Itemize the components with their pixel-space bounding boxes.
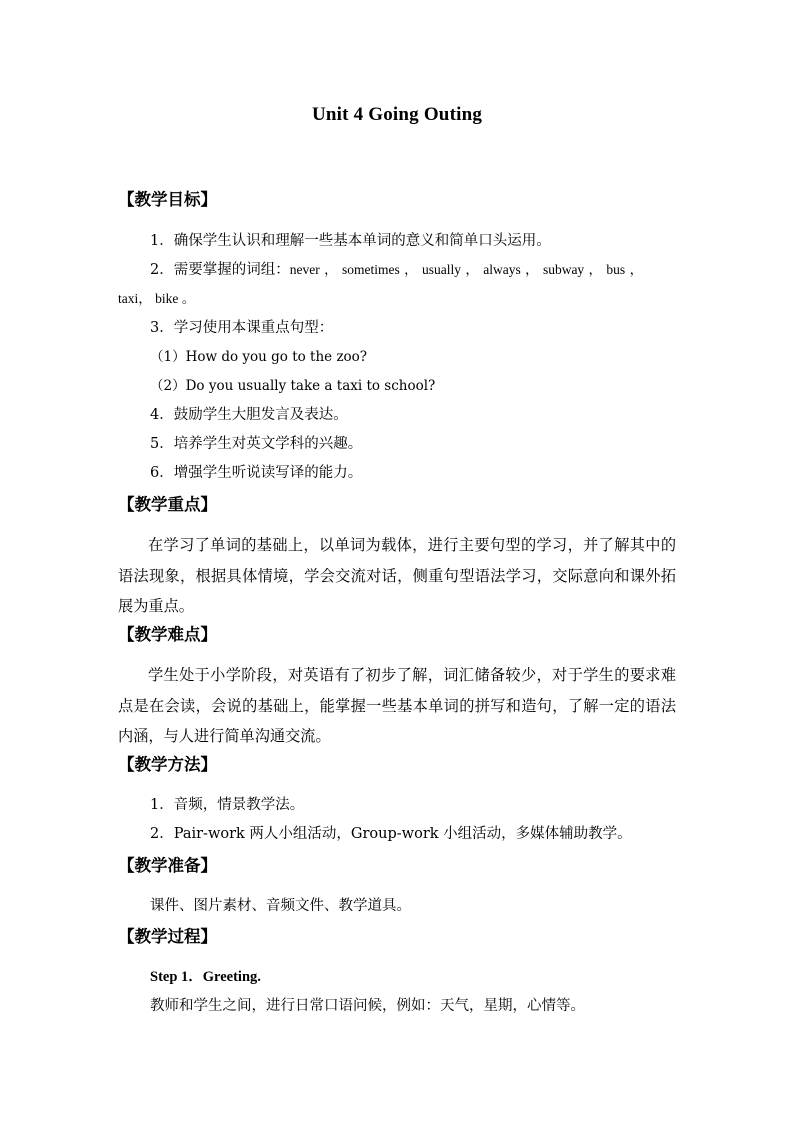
objective-item-1: 1．确保学生认识和理解一些基本单词的意义和简单口头运用。 [150, 233, 551, 249]
objective-item-2-prefix: 2．需要掌握的词组： [150, 262, 290, 278]
preparation-heading: 【教学准备】 [118, 856, 217, 875]
step-1-title: Step 1．Greeting. [150, 969, 261, 985]
objective-item-3: 3．学习使用本课重点句型： [150, 320, 334, 336]
objective-item-4: 4．鼓励学生大胆发言及表达。 [150, 407, 348, 423]
objective-item-2 [150, 260, 643, 280]
step-1-text: 教师和学生之间，进行日常口语问候，例如：天气，星期，心情等。 [150, 998, 585, 1014]
methods-heading: 【教学方法】 [118, 755, 217, 774]
objective-item-2-words: never ， sometimes ， usually ， always ， subway ， bus ， [289, 262, 644, 277]
method-item-2: 2．Pair-work 两人小组活动，Group-work 小组活动，多媒体辅助教学。 [150, 826, 632, 842]
preparation-text: 课件、图片素材、音频文件、教学道具。 [150, 898, 411, 914]
objectives-heading: 【教学目标】 [118, 190, 217, 209]
key-points-heading: 【教学重点】 [118, 495, 217, 514]
objective-item-5: 5．培养学生对英文学科的兴趣。 [150, 436, 363, 452]
key-points-paragraph: 在学习了单词的基础上，以单词为载体，进行主要句型的学习，并了解其中的语法现象，根据具体情境，学会交流对话，侧重句型语法学习，交际意向和课外拓展为重点。 [118, 536, 676, 615]
process-heading: 【教学过程】 [118, 927, 217, 946]
method-item-1: 1．音频，情景教学法。 [150, 797, 305, 813]
document-title: Unit 4 Going Outing [311, 104, 483, 125]
difficulties-heading: 【教学难点】 [118, 625, 217, 644]
objective-item-6: 6．增强学生听说读写译的能力。 [150, 465, 363, 481]
objective-item-3-sentence-1: （1）How do you go to the zoo? [150, 349, 368, 365]
objective-item-3-sentence-2: （2）Do you usually take a taxi to school? [150, 378, 436, 394]
objective-item-2-continued: taxi， bike 。 [118, 291, 196, 306]
difficulties-paragraph: 学生处于小学阶段，对英语有了初步了解，词汇储备较少，对于学生的要求难点是在会读，会说的基础上，能掌握一些基本单词的拼写和造句，了解一定的语法内涵，与人进行简单沟通交流。 [118, 666, 676, 745]
